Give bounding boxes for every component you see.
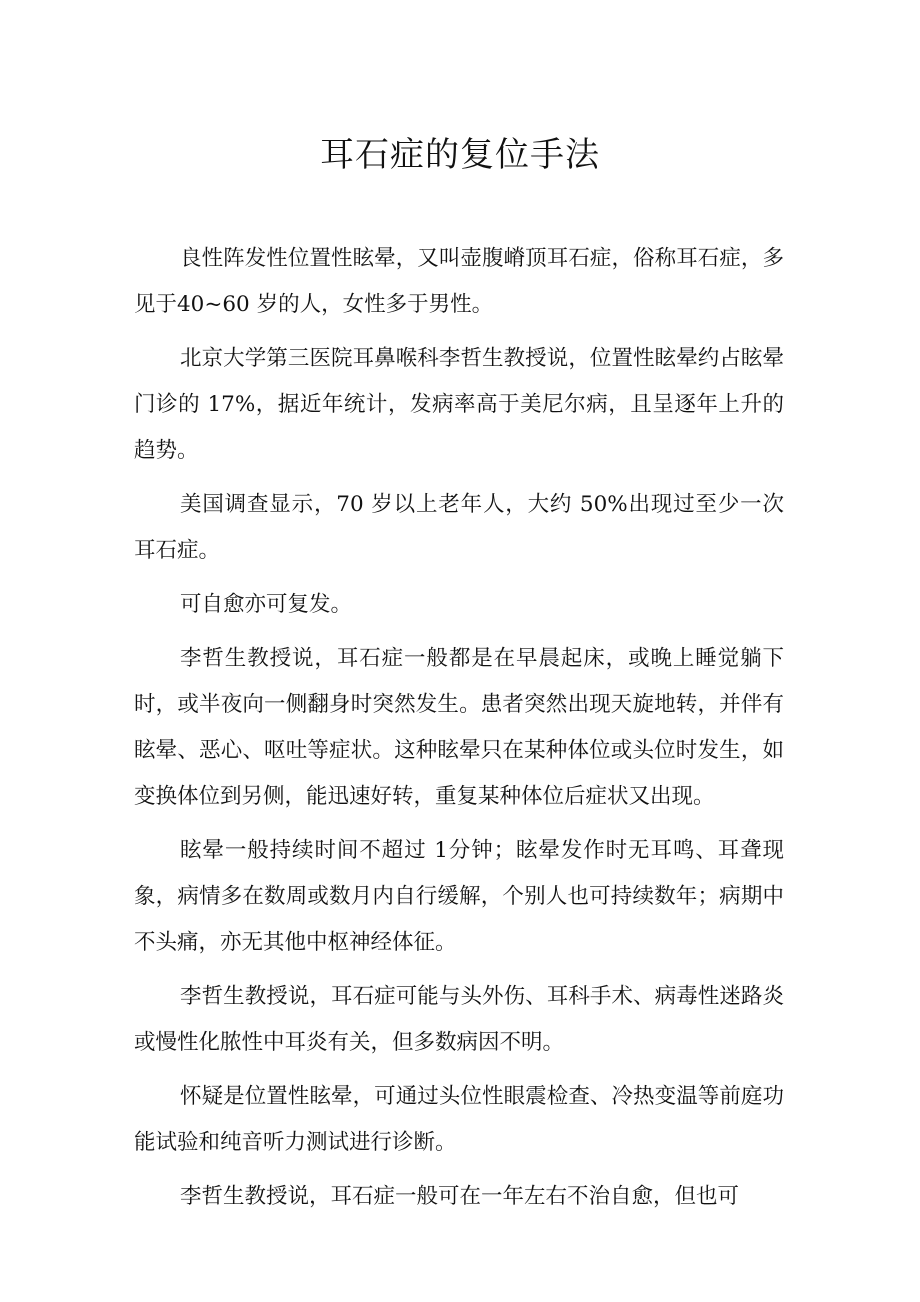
document-title: 耳石症的复位手法 (320, 135, 600, 175)
paragraph: 李哲生教授说，耳石症一般可在一年左右不治自愈，但也可 (180, 1184, 740, 1209)
paragraph: 良性阵发性位置性眩晕，又叫壶腹嵴顶耳石症，俗称耳石症，多见于40~60 岁的人，女性多于男性。 (134, 246, 784, 317)
paragraph: 美国调查显示，70 岁以上老年人，大约 50%出现过至少一次耳石症。 (134, 492, 784, 563)
document-body (134, 236, 784, 1228)
paragraph: 眩晕一般持续时间不超过 1分钟；眩晕发作时无耳鸣、耳聋现象，病情多在数周或数月内自行缓解，个别人也可持续数年；病期中不头痛，亦无其他中枢神经体征。 (134, 838, 784, 955)
paragraph: 李哲生教授说，耳石症一般都是在早晨起床，或晚上睡觉躺下时，或半夜向一侧翻身时突然发生。患者突然出现天旋地转，并伴有眩晕、恶心、呕吐等症状。这种眩晕只在某种体位或头位时发生，如变换体位到另侧，能迅速好转，重复某种体位后症状又出现。 (134, 646, 784, 809)
paragraph: 李哲生教授说，耳石症可能与头外伤、耳科手术、病毒性迷路炎或慢性化脓性中耳炎有关，但多数病因不明。 (134, 984, 784, 1055)
paragraph: 北京大学第三医院耳鼻喉科李哲生教授说，位置性眩晕约占眩晕门诊的 17%，据近年统计，发病率高于美尼尔病，且呈逐年上升的趋势。 (134, 346, 784, 463)
paragraph: 怀疑是位置性眩晕，可通过头位性眼震检查、冷热变温等前庭功能试验和纯音听力测试进行诊断。 (134, 1084, 784, 1155)
paragraph: 可自愈亦可复发。 (180, 592, 353, 617)
